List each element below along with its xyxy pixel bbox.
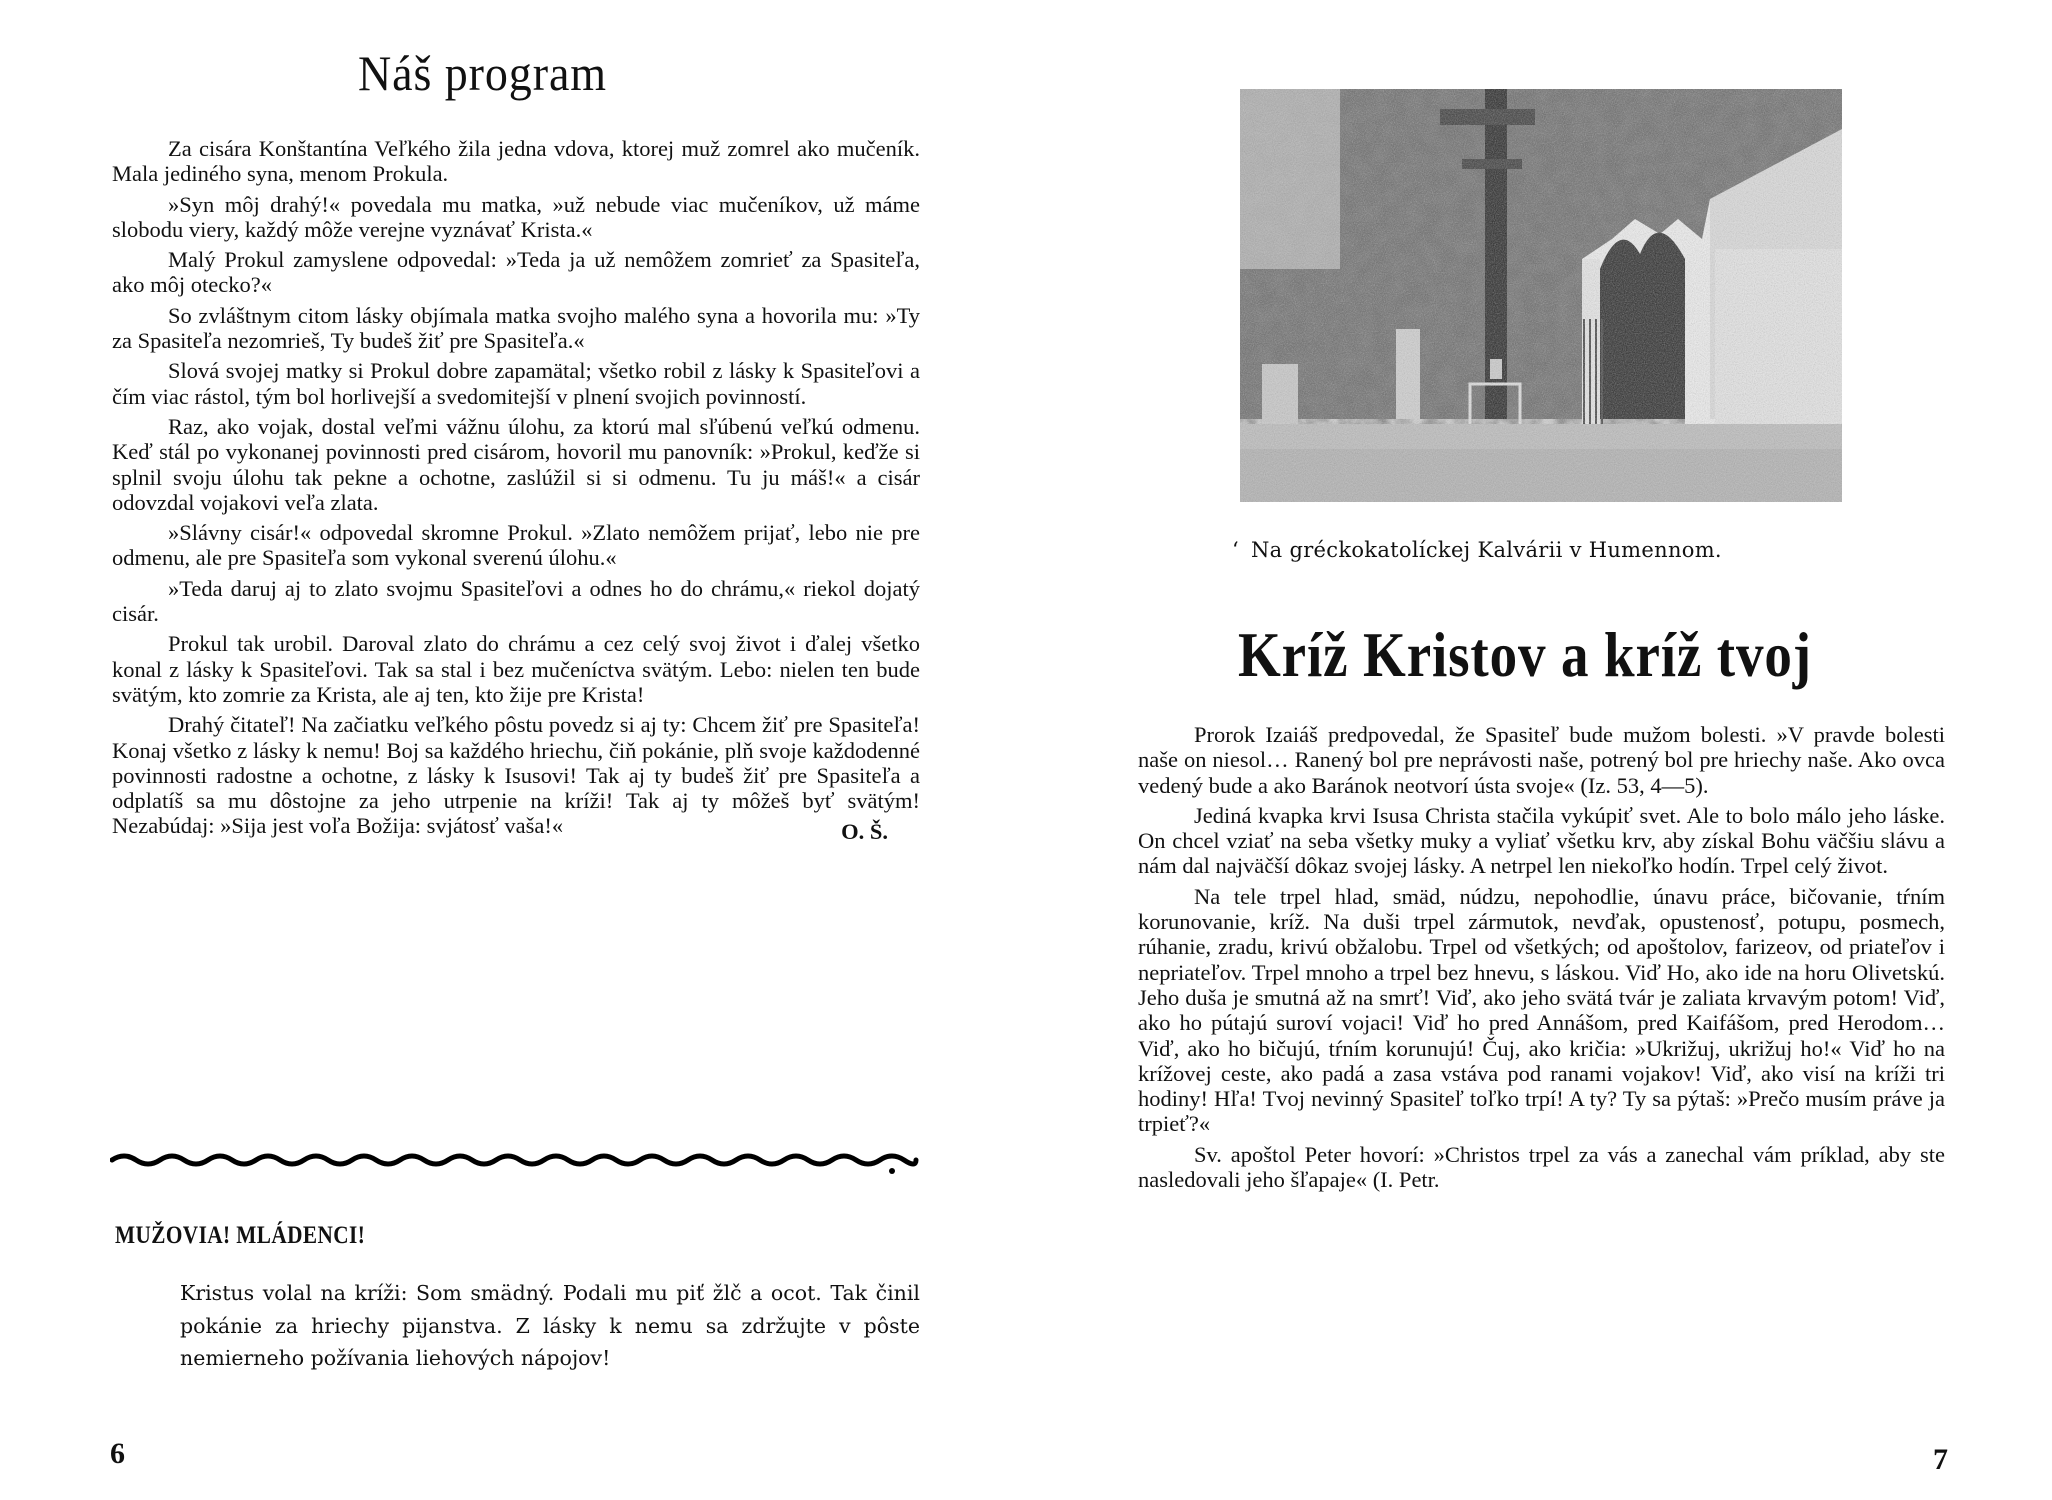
- paragraph: Slová svojej matky si Prokul dobre zapamätal; všetko robil z lásky k Spasiteľovi a čím viac rástol, tým bol horlivejší a svedomitejší v plnení svojich povinností.: [112, 358, 920, 409]
- article-body-kriz-kristov: [1138, 722, 1945, 1197]
- page-number: 6: [110, 1437, 125, 1470]
- paragraph: Prorok Izaiáš predpovedal, že Spasiteľ bude mužom bolesti. »V pravde bolesti naše on niesol… Ranený bol pre neprávosti naše, potrený bol pre hriechy naše. Ako ovca vedený bude a ako Baránok neotvorí ústa svoje« (Iz. 53, 4—5).: [1138, 722, 1945, 798]
- photo-calvary-chapel: [1240, 89, 1842, 502]
- article-body-nas-program: [112, 136, 920, 844]
- article-title-kriz-kristov: Kríž Kristov a kríž tvoj: [1238, 619, 1812, 690]
- paragraph: Jediná kvapka krvi Isusa Christa stačila vykúpiť svet. Ale to bolo málo jeho láske. On chcel vziať na seba všetky muky a vyliať všetku krv, aby získal Bohu väčšiu slávu a nám dal najväčší dôkaz svojej lásky. A netrpel len niekoľko hodín. Trpel celý život.: [1138, 802, 1945, 879]
- paragraph: Malý Prokul zamyslene odpovedal: »Teda ja už nemôžem zomrieť za Spasiteľa, ako môj otecko?«: [112, 247, 920, 298]
- photo-caption: [1232, 538, 1722, 562]
- caption-mark: ‘: [1232, 538, 1239, 562]
- paragraph: Raz, ako vojak, dostal veľmi vážnu úlohu, za ktorú mal sľúbenú veľkú odmenu. Keď stál po vykonanej povinnosti pred cisárom, hovoril mu panovník: »Prokul, keďže si splnil svoju úlohu tak pekne a ochotne, zaslúžil si si odmenu. Tu ju máš!« a cisár odovzdal vojakovi veľa zlata.: [112, 413, 920, 515]
- section-text-muzovia: [180, 1277, 920, 1375]
- article-title-nas-program: Náš program: [358, 45, 608, 101]
- paragraph: Na tele trpel hlad, smäd, núdzu, nepohodlie, únavu práce, bičovanie, tŕním korunovanie, kríž. Na duši trpel zármutok, nevďak, opustenosť, potupu, posmech, rúhanie, zradu, krivú obžalobu. Trpel od všetkých; od apoštolov, farizeov, od priateľov i nepriateľov. Trpel mnoho a trpel bez hnevu, s láskou. Viď Ho, ako ide na horu Olivetskú. Jeho duša je smutná až na smrť! Viď, ako jeho svätá tvár je zaliata krvavým potom! Viď, ako ho pútajú suroví vojaci! Viď ho pred Annášom, pred Kaifášom, pred Herodom… Viď, ako ho bičujú, tŕním korunujú! Čuj, ako kričia: »Ukrižuj, ukrižuj ho!« Viď ho na krížovej ceste, ako padá a zasa vstáva pod ranami vojakov! Viď, ako visí na kríži tri hodiny! Hľa! Tvoj nevinný Spasiteľ toľko trpí! A ty? Ty sa pýtaš: »Prečo musím práve ja trpieť?«: [1138, 883, 1945, 1137]
- paragraph: »Syn môj drahý!« povedala mu matka, »už nebude viac mučeníkov, už máme slobodu viery, každý môže verejne vyznávať Krista.«: [112, 191, 920, 242]
- wavy-divider: [110, 1148, 920, 1174]
- paragraph: »Teda daruj aj to zlato svojmu Spasiteľovi a odnes ho do chrámu,« riekol dojatý cisár.: [112, 575, 920, 627]
- paragraph: So zvláštnym citom lásky objímala matka svojho malého syna a hovorila mu: »Ty za Spasiteľa nezomrieš, Ty budeš žiť pre Spasiteľa.«: [112, 302, 920, 354]
- photo-image: [1240, 89, 1842, 502]
- right-page: [1026, 0, 2052, 1500]
- paragraph: Kristus volal na kríži: Som smädný. Podali mu piť žlč a ocot. Tak činil pokánie za hriechy pijanstva. Z lásky k nemu sa zdržujte v pôste nemierneho požívania liehových nápojov!: [180, 1281, 920, 1370]
- paragraph: Za cisára Konštantína Veľkého žila jedna vdova, ktorej muž zomrel ako mučeník. Mala jediného syna, menom Prokula.: [112, 136, 920, 187]
- paragraph: Drahý čitateľ! Na začiatku veľkého pôstu povedz si aj ty: Chcem žiť pre Spasiteľa! Konaj všetko z lásky k nemu! Boj sa každého hriechu, čiň pokánie, plň svoje každodenné povinnosti radostne a ochotne, z lásky k Isusovi! Tak aj ty budeš žiť pre Spasiteľa a odplatíš sa mu dôstojne za jeho utrpenie na kríži! Tak aj ty môžeš byť svätým! Nezabúdaj: »Sija jest voľa Božija: svjátosť vaša!«: [112, 712, 920, 839]
- caption-text: Na gréckokatolíckej Kalvárii v Humennom.: [1250, 538, 1722, 562]
- author-signature: O. Š.: [841, 818, 888, 844]
- section-heading-muzovia: MUŽOVIA! MLÁDENCI!: [115, 1222, 366, 1249]
- paragraph: Prokul tak urobil. Daroval zlato do chrámu a cez celý svoj život i ďalej všetko konal z lásky k Spasiteľovi. Tak sa stal i bez mučeníctva svätým. Lebo: nielen ten bude svätým, kto zomrie za Krista, ale aj ten, kto žije pre Krista!: [112, 631, 920, 707]
- paragraph: Sv. apoštol Peter hovorí: »Christos trpel za vás a zanechal vám príklad, aby ste nasledovali jeho šľapaje« (I. Petr.: [1138, 1141, 1945, 1193]
- page-number: 7: [1933, 1443, 1948, 1476]
- paragraph: »Slávny cisár!« odpovedal skromne Prokul. »Zlato nemôžem prijať, lebo nie pre odmenu, ale pre Spasiteľa som vykonal sverenú úlohu.«: [112, 520, 920, 571]
